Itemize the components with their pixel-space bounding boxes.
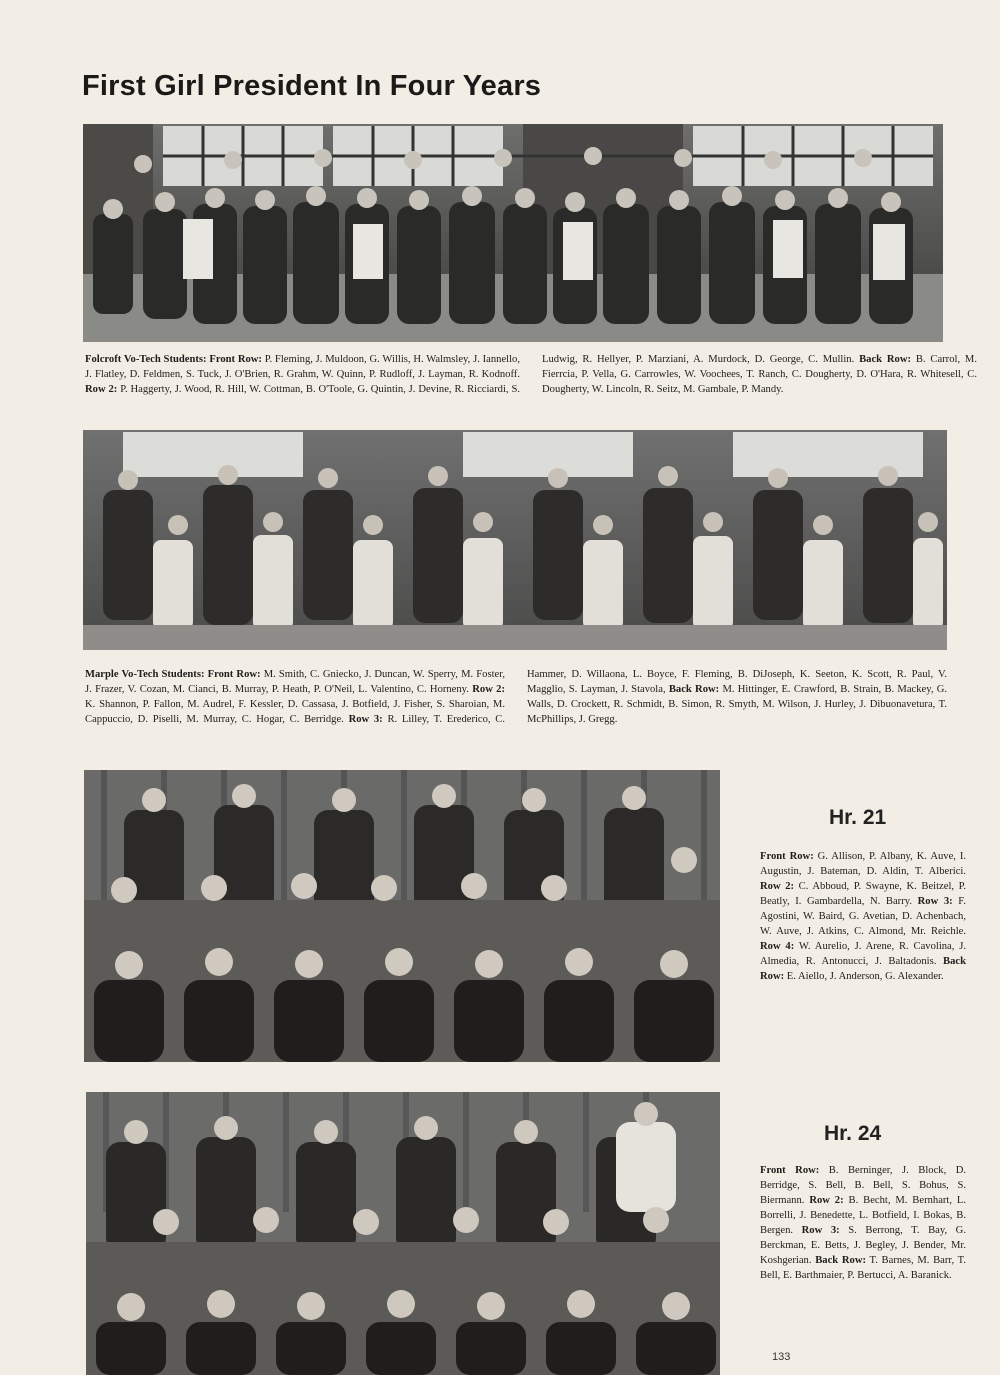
group-label: Folcroft Vo-Tech Students:: [85, 354, 207, 365]
row-names: M. Smith, C. Gniecko, J. Duncan, W. Sperry, M. Foster, J. Frazer, V. Cozan, M. Cianci, B. Murray, P. Heath, P. O'Neil, L. Valentino, C. Horneny.: [85, 669, 505, 695]
page-number: 133: [772, 1351, 791, 1363]
folcroft-group-photo: [83, 124, 943, 342]
row-names: W. Aurelio, J. Arene, R. Cavolina, J. Almedia, R. Antonucci, J. Baltadonis.: [760, 941, 966, 967]
row-names: S. Berrong, T. Bay, G. Berckman, E. Betts, J. Begley, J. Bender, Mr. Koshgerian.: [760, 1225, 966, 1266]
marple-group-photo: [83, 430, 947, 650]
row-names: P. Fleming, J. Muldoon, G. Willis, H. Walmsley, J. Iannello, J. Flatley, D. Feldmen, S. Tuck, J. O'Brien, R. Grahm, W. Quinn, P. Rudloff, J. Layman, R. Kodnoff.: [85, 354, 521, 380]
row-names: R. Lilley, T. Erederico, C. Hammer, D. Willaona, L. Boyce, F. Fleming, B. DiJoseph, K. Seeton, K. Scott, R. Paul, V. Magglio, S. Layman, J. Stavola,: [387, 669, 947, 725]
marple-caption: [85, 667, 947, 727]
row-names: B. Carrol, M. Fierrcia, P. Vella, G. Carrowles, W. Voochees, T. Ranch, C. Dougherty, D. O'Hara, R. Whitesell, C. Dougherty, W. Lincoln, R. Seitz, M. Gambale, P. Mandy.: [542, 354, 978, 395]
hr24-group-photo: [86, 1092, 720, 1375]
row-names: P. Haggerty, J. Wood, R. Hill, W. Cottman, B. O'Toole, G. Quintin, J. Devine, R. Ricciardi, S. Ludwig, R. Hellyer, P. Marziani, A. Murdock, D. George, C. Mullin.: [120, 354, 855, 395]
hr24-photo-art: [86, 1092, 720, 1375]
row-label: Row 3:: [917, 896, 953, 907]
row-names: T. Barnes, M. Barr, T. Bell, E. Barthmaier, P. Bertucci, A. Baranick.: [760, 1255, 966, 1281]
row-label: Front Row:: [760, 851, 814, 862]
row-label: Front Row:: [207, 669, 261, 680]
folcroft-caption: [85, 352, 977, 397]
hr21-caption: [760, 849, 966, 984]
row-label: Row 2:: [472, 684, 505, 695]
row-names: K. Shannon, P. Fallon, M. Audrel, F. Kessler, D. Cassasa, J. Botfield, J. Fisher, S. Sharoian, M. Cappuccio, D. Piselli, M. Murray, C. Hogar, C. Berridge.: [85, 699, 505, 725]
row-names: E. Aiello, J. Anderson, G. Alexander.: [786, 971, 944, 982]
page-title: First Girl President In Four Years: [82, 70, 542, 102]
row-names: C. Abboud, P. Swayne, K. Beitzel, P. Beatly, I. Gambardella, N. Barry.: [760, 881, 967, 907]
row-names: M. Hittinger, E. Crawford, B. Strain, B. Mackey, G. Walls, D. Crockett, R. Schmidt, B. Simon, R. Smyth, M. Wilson, J. Hurley, J. Dibuonavetura, T. McPhillips, J. Gregg.: [527, 684, 948, 725]
row-label: Front Row:: [760, 1165, 820, 1176]
hr24-heading: Hr. 24: [824, 1122, 882, 1145]
row-label: Row 2:: [85, 384, 118, 395]
hr21-group-photo: [84, 770, 720, 1062]
folcroft-photo-art: [83, 124, 943, 342]
group-label: Marple Vo-Tech Students:: [85, 669, 205, 680]
row-label: Back Row:: [668, 684, 720, 695]
row-label: Row 3:: [348, 714, 383, 725]
row-label: Back Row:: [815, 1255, 866, 1266]
row-label: Row 3:: [801, 1225, 840, 1236]
row-label: Front Row:: [209, 354, 262, 365]
row-names: B. Becht, M. Bernhart, L. Borrelli, J. Benedette, L. Botfield, I. Bokas, B. Bergen.: [760, 1195, 967, 1236]
row-label: Back Row:: [760, 956, 966, 982]
row-label: Back Row:: [859, 354, 911, 365]
row-names: F. Agostini, W. Baird, G. Avetian, D. Achenbach, W. Auve, J. Atkins, C. Almond, Mr. Reichle.: [760, 896, 966, 937]
row-label: Row 4:: [760, 941, 795, 952]
row-names: B. Berninger, J. Block, D. Berridge, S. Bell, B. Bell, S. Bohus, S. Biermann.: [760, 1165, 966, 1206]
hr21-photo-art: [84, 770, 720, 1062]
marple-photo-art: [83, 430, 947, 650]
row-label: Row 2:: [760, 881, 795, 892]
hr21-heading: Hr. 21: [829, 806, 887, 829]
hr24-caption: [760, 1163, 966, 1283]
row-label: Row 2:: [809, 1195, 844, 1206]
row-names: G. Allison, P. Albany, K. Auve, I. Augustin, J. Bateman, D. Aldin, T. Alberici.: [760, 851, 966, 877]
